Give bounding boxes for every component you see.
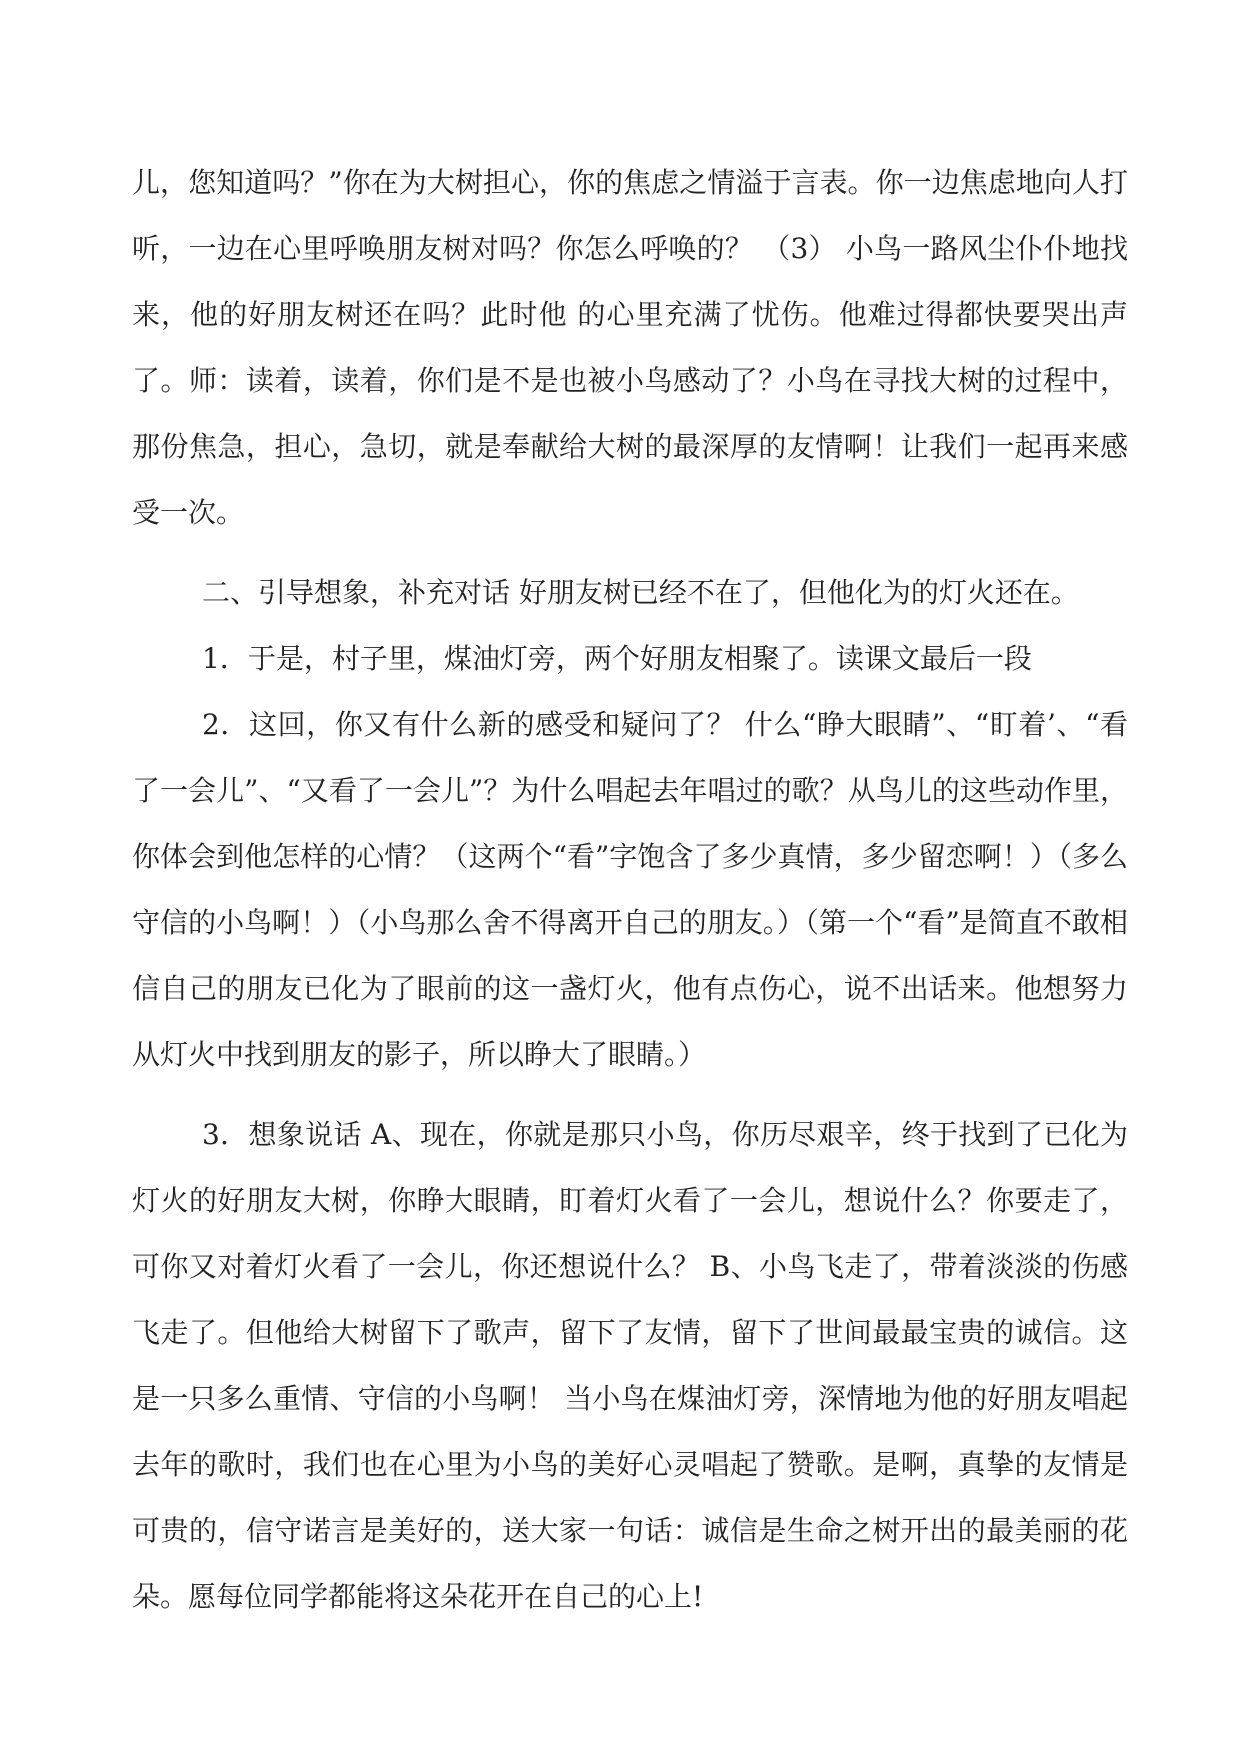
document-page (132, 150, 1128, 1630)
paragraph-item-1: 1．于是，村子里，煤油灯旁，两个好朋友相聚了。读课文最后一段 (202, 642, 1032, 675)
paragraph-item-2: 2．这回，你又有什么新的感受和疑问了？ 什么“睁大眼睛”、“盯着’、“看了一会儿”、“又看了一会儿”？为什么唱起去年唱过的歌？从鸟儿的这些动作里，你体会到他怎样的心情？（这两个“看”字饱含了多少真情，多少留恋啊！）（多么守信的小鸟啊！）（小鸟那么舍不得离开自己的朋友。）（第一个“看”是简直不敢相信自己的朋友已化为了眼前的这一盏灯火，他有点伤心，说不出话来。他想努力从灯火中找到朋友的影子，所以睁大了眼睛。） (132, 708, 1128, 1071)
paragraph-section-2: 二、引导想象，补充对话 好朋友树已经不在了，但他化为的灯火还在。 (202, 576, 1079, 609)
paragraph-item-3: 3．想象说话 A、现在，你就是那只小鸟，你历尽艰辛，终于找到了已化为灯火的好朋友大树，你睁大眼睛，盯着灯火看了一会儿，想说什么？你要走了，可你又对着灯火看了一会儿，你还想说什么？ B、小鸟飞走了，带着淡淡的伤感飞走了。但他给大树留下了歌声，留下了友情，留下了世间最最宝贵的诚信。这是一只多么重情、守信的小鸟啊！ 当小鸟在煤油灯旁，深情地为他的好朋友唱起去年的歌时，我们也在心里为小鸟的美好心灵唱起了赞歌。是啊，真挚的友情是可贵的，信守诺言是美好的，送大家一句话：诚信是生命之树开出的最美丽的花朵。愿每位同学都能将这朵花开在自己的心上! (132, 1118, 1128, 1613)
paragraph-continuation: 儿，您知道吗？”你在为大树担心，你的焦虑之情溢于言表。你一边焦虑地向人打听，一边在心里呼唤朋友树对吗？你怎么呼唤的？ （3） 小鸟一路风尘仆仆地找来，他的好朋友树还在吗？此时他 的心里充满了忧伤。他难过得都快要哭出声了。师：读着，读着，你们是不是也被小鸟感动了？小鸟在寻找大树的过程中，那份焦急，担心，急切，就是奉献给大树的最深厚的友情啊！让我们一起再来感受一次。 (132, 166, 1128, 529)
